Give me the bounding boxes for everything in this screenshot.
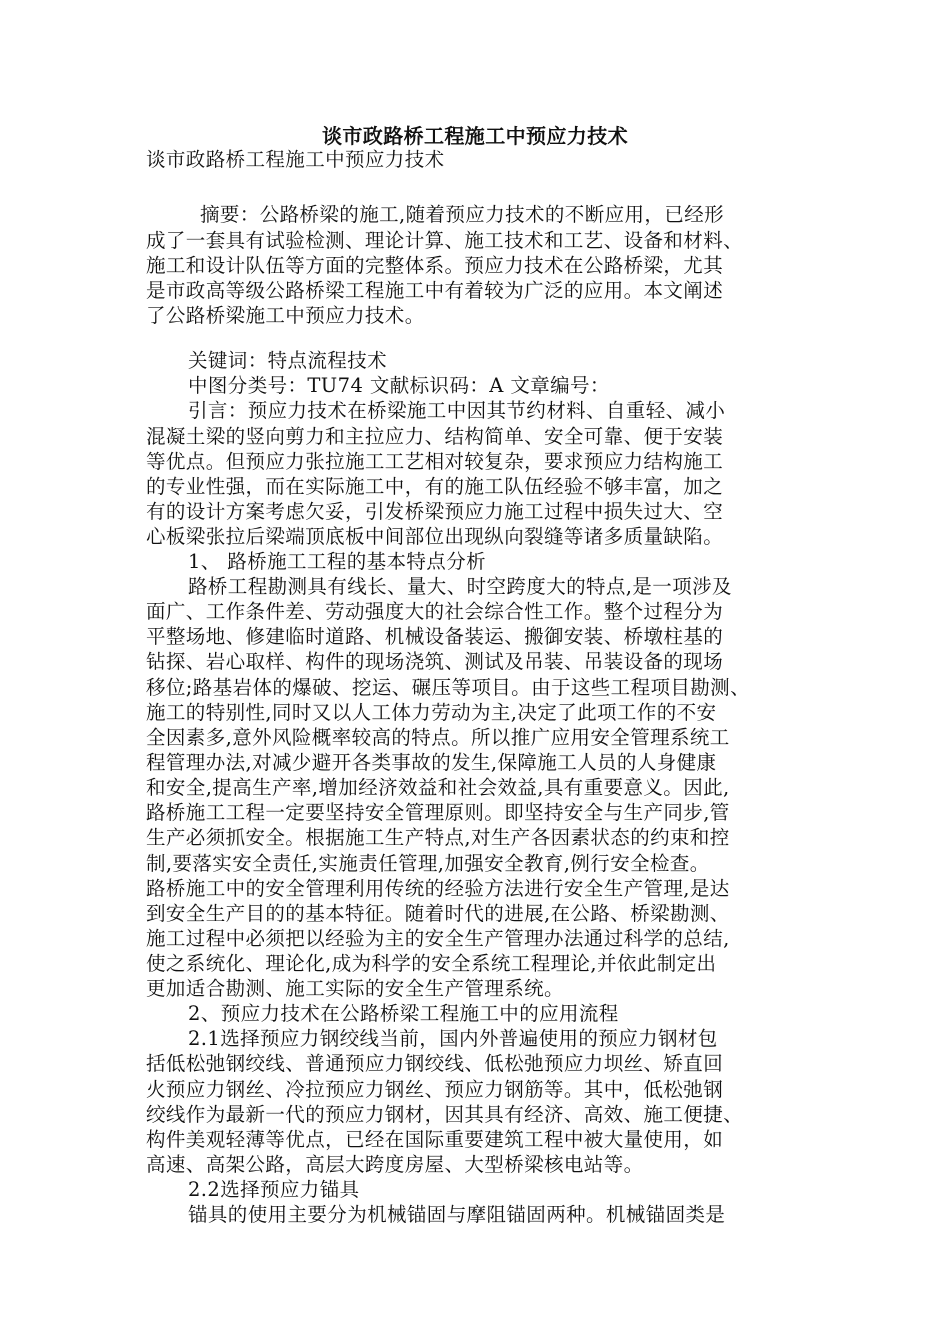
section-heading: 1、 路桥施工工程的基本特点分析	[188, 550, 487, 573]
body-line: 有的设计方案考虑欠妥，引发桥梁预应力施工过程中损失过大、空	[146, 500, 724, 523]
body-line: 制,要落实安全责任,实施责任管理,加强安全教育,例行安全检查。	[146, 852, 710, 875]
subsection-heading: 2.2选择预应力锚具	[188, 1178, 360, 1201]
body-line: 路桥工程勘测具有线长、量大、时空跨度大的特点,是一项涉及	[188, 575, 732, 598]
body-line: 构件美观轻薄等优点，已经在国际重要建筑工程中被大量使用，如	[146, 1128, 724, 1151]
section-heading: 2、预应力技术在公路桥梁工程施工中的应用流程	[188, 1002, 619, 1025]
body-line: 施工的特别性,同时又以人工体力劳动为主,决定了此项工作的不安	[146, 701, 717, 724]
body-line: 程管理办法,对减少避开各类事故的发生,保障施工人员的人身健康	[146, 751, 717, 774]
document-title: 谈市政路桥工程施工中预应力技术	[322, 124, 628, 148]
body-line: 更加适合勘测、施工实际的安全生产管理系统。	[146, 977, 564, 1000]
body-line: 引言：预应力技术在桥梁施工中因其节约材料、自重轻、减小	[188, 399, 726, 422]
body-line: 混凝土梁的竖向剪力和主拉应力、结构简单、安全可靠、便于安装	[146, 425, 724, 448]
abstract-line: 成了一套具有试验检测、理论计算、施工技术和工艺、设备和材料、	[146, 229, 744, 252]
body-line: 锚具的使用主要分为机械锚固与摩阻锚固两种。机械锚固类是	[188, 1203, 726, 1226]
body-line: 使之系统化、理论化,成为科学的安全系统工程理论,并依此制定出	[146, 952, 717, 975]
body-line: 全因素多,意外风险概率较高的特点。所以推广应用安全管理系统工	[146, 726, 730, 749]
body-line: 火预应力钢丝、冷拉预应力钢丝、预应力钢筋等。其中，低松弛钢	[146, 1078, 724, 1101]
abstract-line: 施工和设计队伍等方面的完整体系。预应力技术在公路桥梁，尤其	[146, 254, 724, 277]
body-line: 心板梁张拉后梁端顶底板中间部位出现纵向裂缝等诸多质量缺陷。	[146, 525, 724, 548]
abstract-line: 是市政高等级公路桥梁工程施工中有着较为广泛的应用。本文阐述	[146, 279, 724, 302]
body-line: 括低松弛钢绞线、普通预应力钢绞线、低松弛预应力坝丝、矫直回	[146, 1052, 724, 1075]
body-line: 高速、高架公路，高层大跨度房屋、大型桥梁核电站等。	[146, 1153, 644, 1176]
body-line: 到安全生产目的的基本特征。随着时代的进展,在公路、桥梁勘测、	[146, 902, 730, 925]
subsection-line: 2.1选择预应力钢绞线当前，国内外普遍使用的预应力钢材包	[188, 1027, 718, 1050]
body-line: 路桥施工工程一定要坚持安全管理原则。即坚持安全与生产同步,管	[146, 801, 730, 824]
body-line: 路桥施工中的安全管理利用传统的经验方法进行安全生产管理,是达	[146, 877, 730, 900]
body-line: 生产必须抓安全。根据施工生产特点,对生产各因素状态的约束和控	[146, 826, 730, 849]
abstract-line: 摘要：公路桥梁的施工,随着预应力技术的不断应用，已经形	[200, 203, 724, 226]
body-line: 面广、工作条件差、劳动强度大的社会综合性工作。整个过程分为	[146, 600, 724, 623]
keywords-line: 关键词：特点流程技术	[188, 349, 388, 372]
body-line: 移位;路基岩体的爆破、挖运、碾压等项目。由于这些工程项目勘测、	[146, 676, 750, 699]
body-line: 施工过程中必须把以经验为主的安全生产管理办法通过科学的总结,	[146, 927, 730, 950]
body-line: 绞线作为最新一代的预应力钢材，因其具有经济、高效、施工便捷、	[146, 1103, 744, 1126]
document-subtitle: 谈市政路桥工程施工中预应力技术	[146, 148, 445, 171]
abstract-line: 了公路桥梁施工中预应力技术。	[146, 304, 425, 327]
body-line: 等优点。但预应力张拉施工工艺相对较复杂，要求预应力结构施工	[146, 450, 724, 473]
body-line: 平整场地、修建临时道路、机械设备装运、搬御安装、桥墩柱基的	[146, 625, 724, 648]
body-line: 的专业性强，而在实际施工中，有的施工队伍经验不够丰富，加之	[146, 475, 724, 498]
body-line: 和安全,提高生产率,增加经济效益和社会效益,具有重要意义。因此,	[146, 776, 730, 799]
classification-line: 中图分类号：TU74 文献标识码：A 文章编号：	[188, 374, 610, 397]
body-line: 钻探、岩心取样、构件的现场浇筑、测试及吊装、吊装设备的现场	[146, 650, 724, 673]
